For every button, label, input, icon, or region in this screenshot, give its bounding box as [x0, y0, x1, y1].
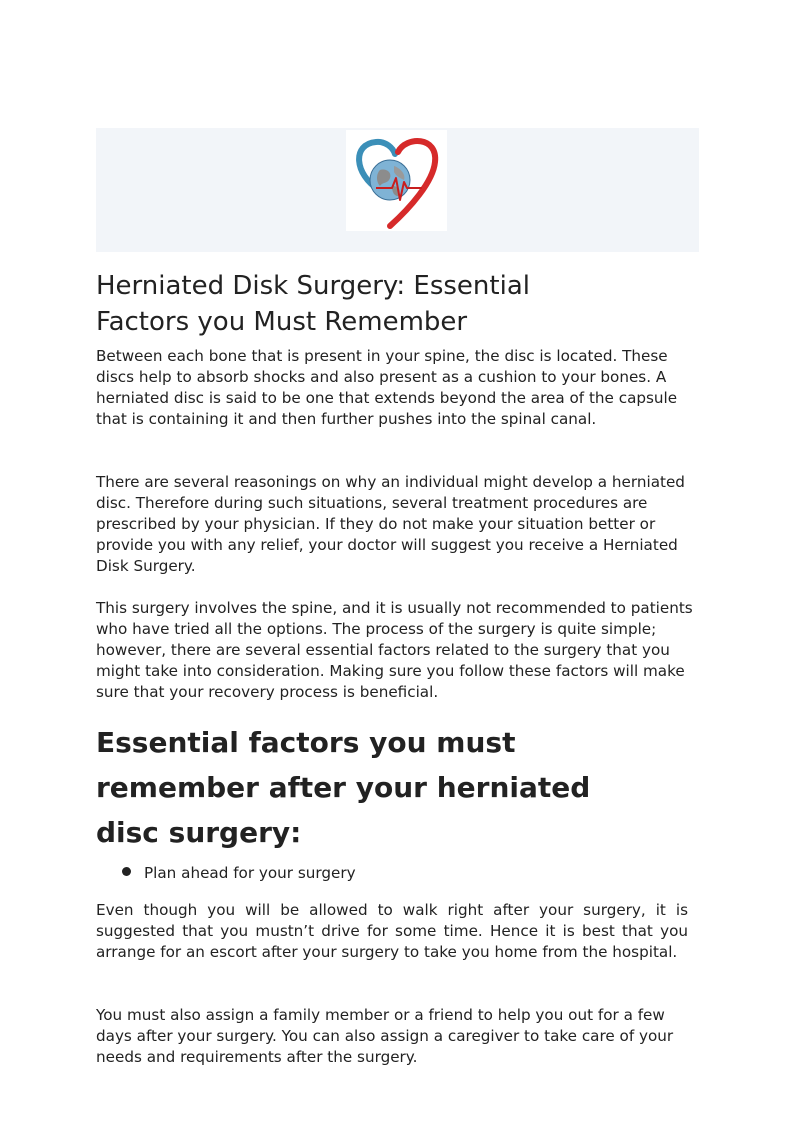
header-banner [96, 128, 699, 252]
heart-globe-icon [346, 130, 447, 231]
intro-paragraph-3: This surgery involves the spine, and it is usually not recommended to patients who have tried all the options. The process of the surgery is quite simple; however, there are several essential factors related to the surgery that you might take into consideration. Making sure you follow these factors will make sure that your recovery process is beneficial. [96, 599, 693, 701]
page-title: Herniated Disk Surgery: Essential Factors you Must Remember [96, 271, 530, 337]
list-item-label: Plan ahead for your surgery [144, 864, 356, 882]
factor-list [96, 862, 696, 884]
section-paragraph-1: Even though you will be allowed to walk right after your surgery, it is suggested that you mustn’t drive for some time. Hence it is best that you arrange for an escort after your surgery to take you home from the hospital. [96, 901, 688, 961]
section-heading: Essential factors you must remember after your herniated disc surgery: [96, 726, 591, 849]
section-paragraph-2: You must also assign a family member or a friend to help you out for a few days after your surgery. You can also assign a caregiver to take care of your needs and requirements after the surgery. [96, 1006, 674, 1066]
heart-globe-logo[interactable] [346, 130, 447, 231]
bullet-icon [122, 867, 131, 876]
intro-paragraph-2: There are several reasonings on why an individual might develop a herniated disc. Therefore during such situations, several treatment procedures are prescribed by your physician. If they do not make your situation better or provide you with any relief, your doctor will suggest you receive a Herniated Disk Surgery. [96, 473, 685, 575]
intro-paragraph-1: Between each bone that is present in your spine, the disc is located. These discs help to absorb shocks and also present as a cushion to your bones. A herniated disc is said to be one that extends beyond the area of the capsule that is containing it and then further pushes into the spinal canal. [96, 347, 678, 428]
list-item [96, 862, 696, 884]
